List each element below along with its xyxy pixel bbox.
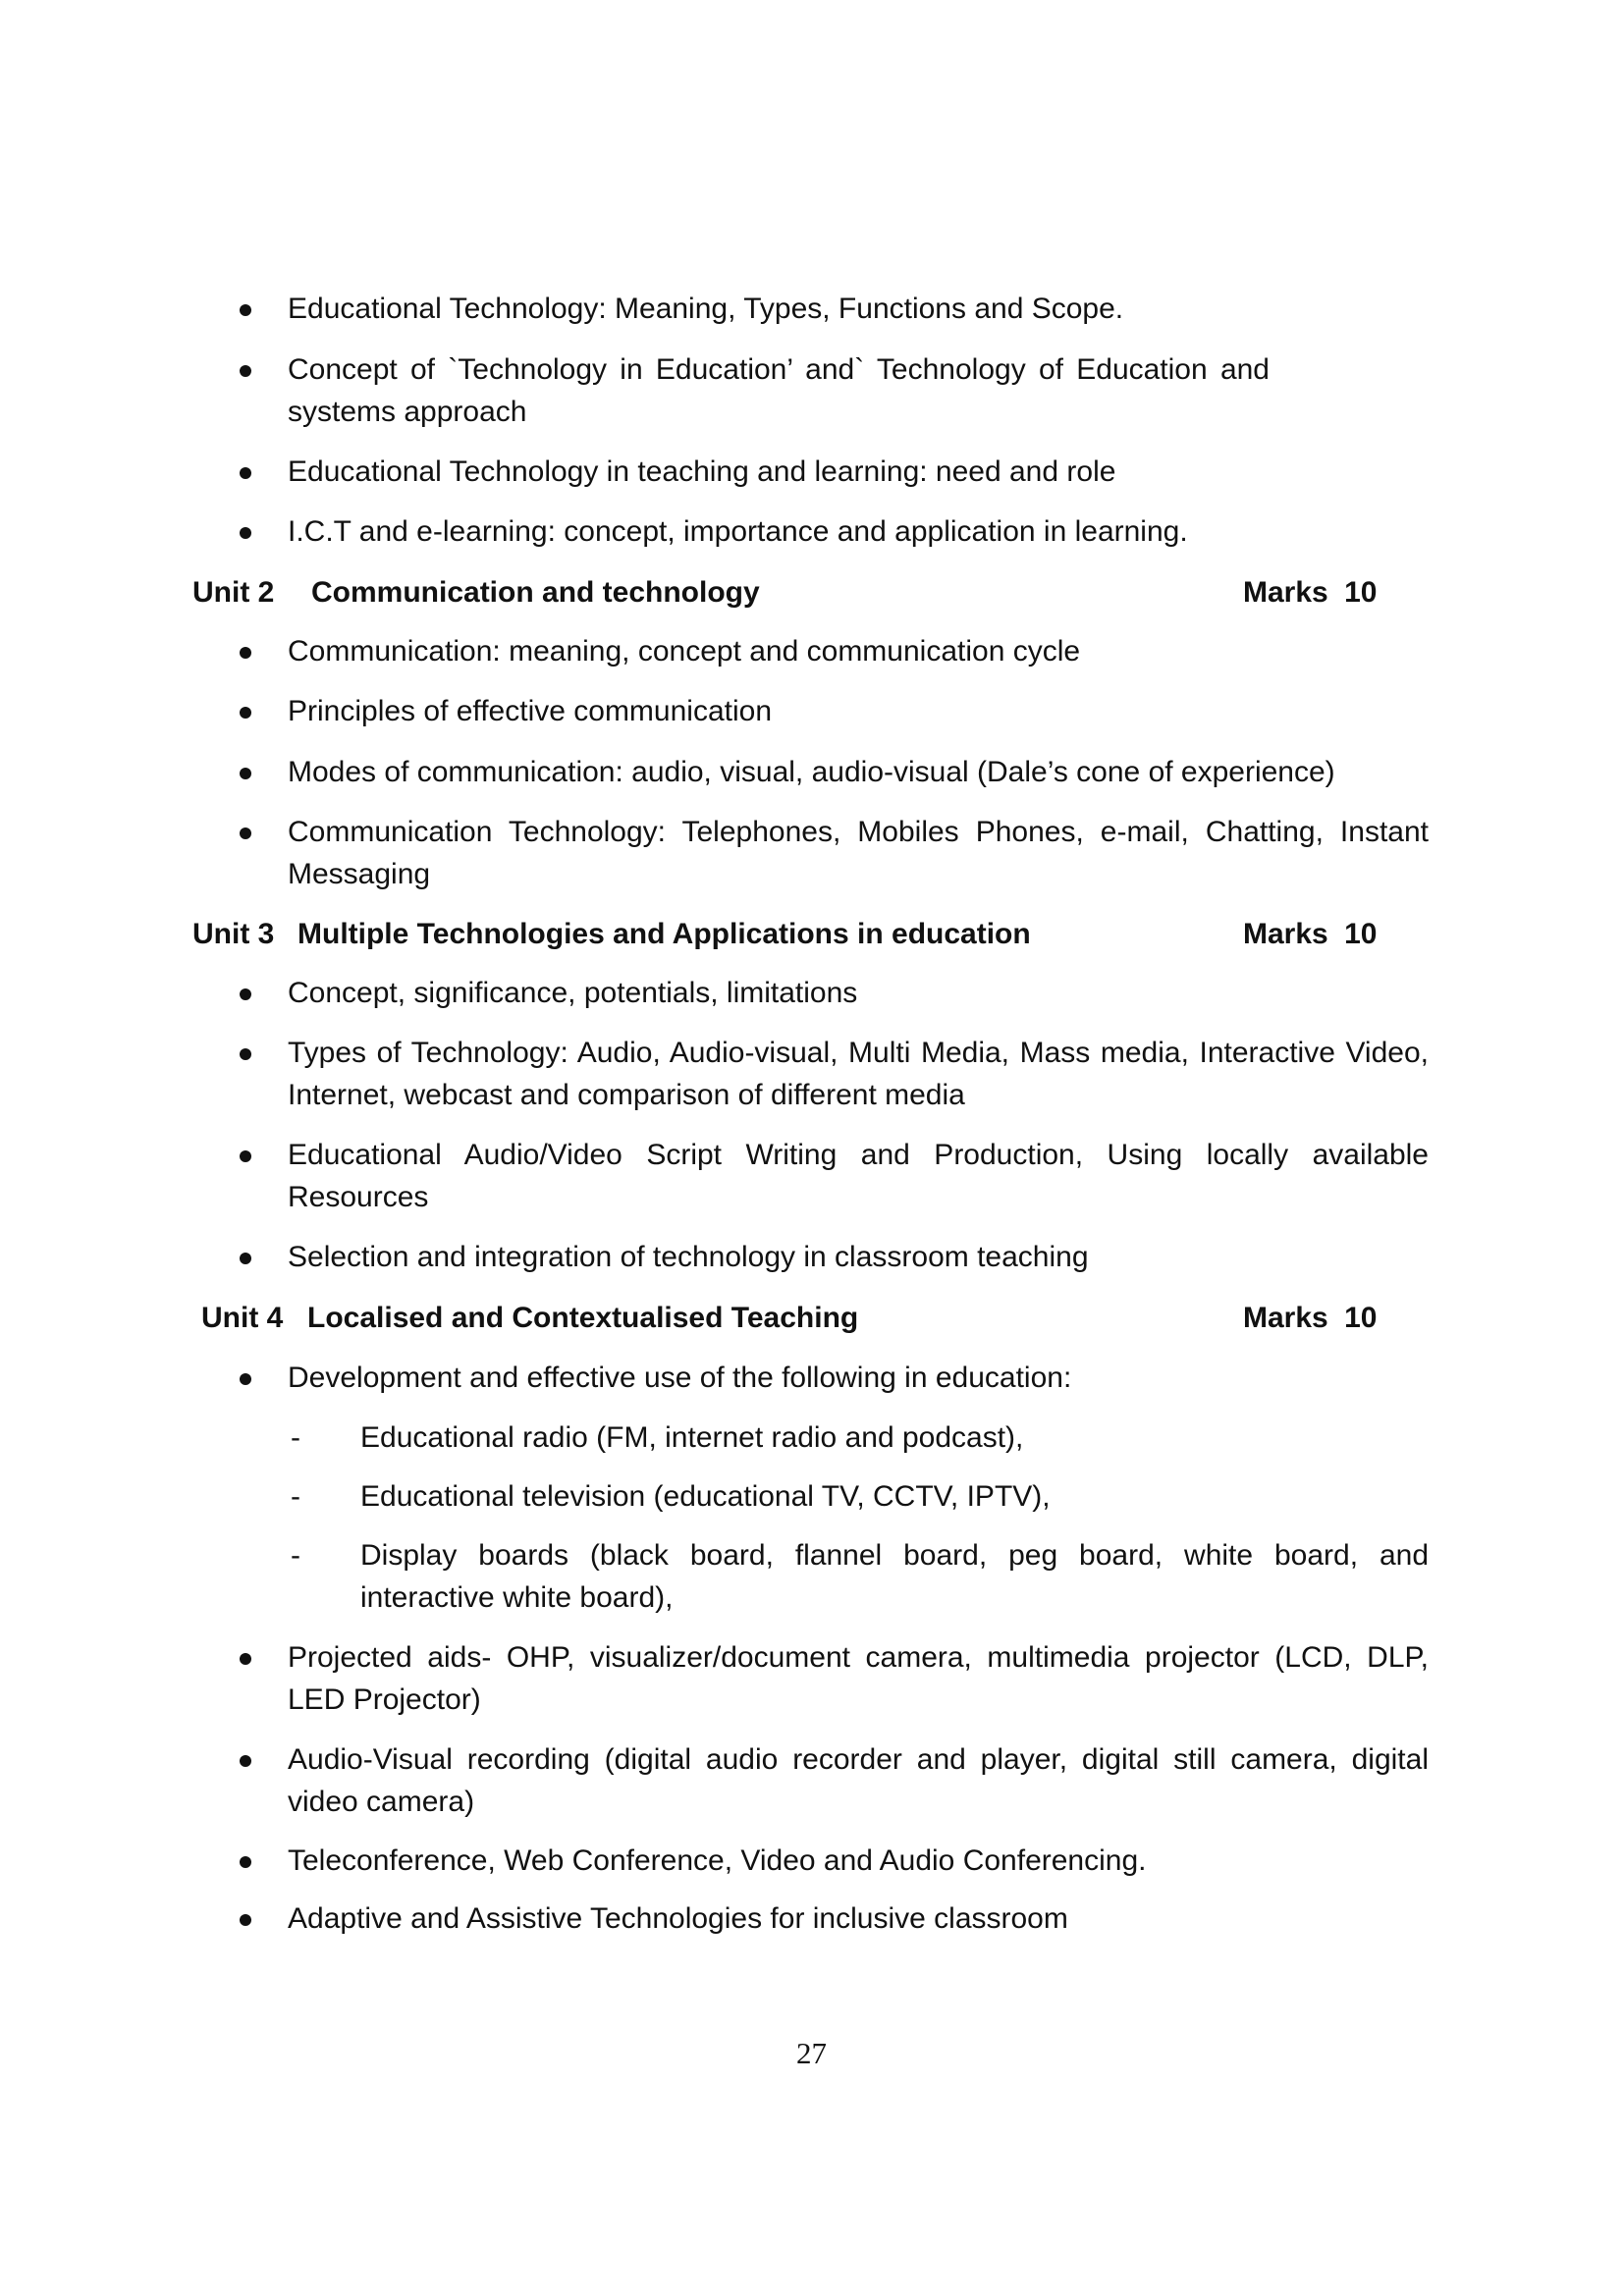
unit-title: Localised and Contextualised Teaching bbox=[307, 1302, 859, 1334]
bullet-icon bbox=[240, 988, 251, 1000]
bullet-icon bbox=[240, 1755, 251, 1767]
marks-value: 10 bbox=[1344, 918, 1378, 950]
bullet-icon bbox=[240, 1150, 251, 1162]
unit-title: Communication and technology bbox=[311, 576, 760, 609]
list-item: Educational Technology in teaching and learning: need and role bbox=[288, 455, 1116, 488]
list-item: Educational Audio/Video Script Writing and Production, Using locally available Resources bbox=[288, 1139, 1429, 1213]
marks-value: 10 bbox=[1344, 1302, 1378, 1334]
bullet-icon bbox=[240, 1653, 251, 1665]
unit-marks bbox=[1243, 913, 1377, 955]
bullet-icon bbox=[240, 1914, 251, 1926]
page-number: 27 bbox=[796, 2036, 827, 2070]
list-item: Communication: meaning, concept and communication cycle bbox=[288, 635, 1081, 667]
sub-list-item: Educational television (educational TV, CCTV, IPTV), bbox=[360, 1480, 1051, 1513]
list-item: I.C.T and e-learning: concept, importance and application in learning. bbox=[288, 515, 1188, 548]
list-item: Communication Technology: Telephones, Mobiles Phones, e-mail, Chatting, Instant Messaging bbox=[288, 816, 1429, 890]
bullet-icon bbox=[240, 467, 251, 479]
sub-list-item: Display boards (black board, flannel board, peg board, white board, and interactive white board), bbox=[360, 1539, 1429, 1614]
list-item: Projected aids- OHP, visualizer/document camera, multimedia projector (LCD, DLP, LED Projector) bbox=[288, 1641, 1429, 1716]
bullet-icon bbox=[240, 647, 251, 659]
bullet-icon bbox=[240, 1253, 251, 1264]
list-item: Development and effective use of the following in education: bbox=[288, 1362, 1072, 1394]
unit-marks bbox=[1243, 1297, 1377, 1339]
bullet-icon bbox=[240, 768, 251, 779]
marks-label: Marks bbox=[1243, 1302, 1328, 1334]
bullet-icon bbox=[240, 1373, 251, 1385]
bullet-icon bbox=[240, 527, 251, 539]
dash-icon: - bbox=[291, 1480, 300, 1513]
bullet-icon bbox=[240, 828, 251, 839]
sub-list-item: Educational radio (FM, internet radio and podcast), bbox=[360, 1421, 1024, 1454]
list-item: Educational Technology: Meaning, Types, Functions and Scope. bbox=[288, 293, 1124, 325]
bullet-icon bbox=[240, 1856, 251, 1868]
dash-icon: - bbox=[291, 1539, 300, 1572]
marks-label: Marks bbox=[1243, 576, 1328, 609]
unit-title: Multiple Technologies and Applications in education bbox=[298, 918, 1031, 950]
dash-icon: - bbox=[291, 1421, 300, 1454]
list-item: Principles of effective communication bbox=[288, 695, 773, 727]
list-item: Audio-Visual recording (digital audio recorder and player, digital still camera, digital video camera) bbox=[288, 1743, 1429, 1818]
marks-label: Marks bbox=[1243, 918, 1328, 950]
unit-label: Unit 4 bbox=[201, 1302, 284, 1334]
unit-marks bbox=[1243, 571, 1377, 614]
list-item: Modes of communication: audio, visual, audio-visual (Dale’s cone of experience) bbox=[288, 756, 1335, 788]
bullet-icon bbox=[240, 707, 251, 719]
unit-label: Unit 2 bbox=[192, 576, 275, 609]
bullet-icon bbox=[240, 365, 251, 377]
list-item: Types of Technology: Audio, Audio-visual, Multi Media, Mass media, Interactive Video, Internet, webcast and comparison of different media bbox=[288, 1037, 1429, 1111]
marks-value: 10 bbox=[1344, 576, 1378, 609]
list-item: Selection and integration of technology in classroom teaching bbox=[288, 1241, 1089, 1273]
bullet-icon bbox=[240, 304, 251, 316]
list-item: Adaptive and Assistive Technologies for inclusive classroom bbox=[288, 1902, 1068, 1935]
list-item: Concept, significance, potentials, limitations bbox=[288, 977, 858, 1009]
unit-label: Unit 3 bbox=[192, 918, 275, 950]
list-item: Teleconference, Web Conference, Video and Audio Conferencing. bbox=[288, 1844, 1147, 1877]
bullet-icon bbox=[240, 1048, 251, 1060]
list-item: Concept of `Technology in Education’ and` Technology of Education and systems approach bbox=[288, 353, 1270, 428]
